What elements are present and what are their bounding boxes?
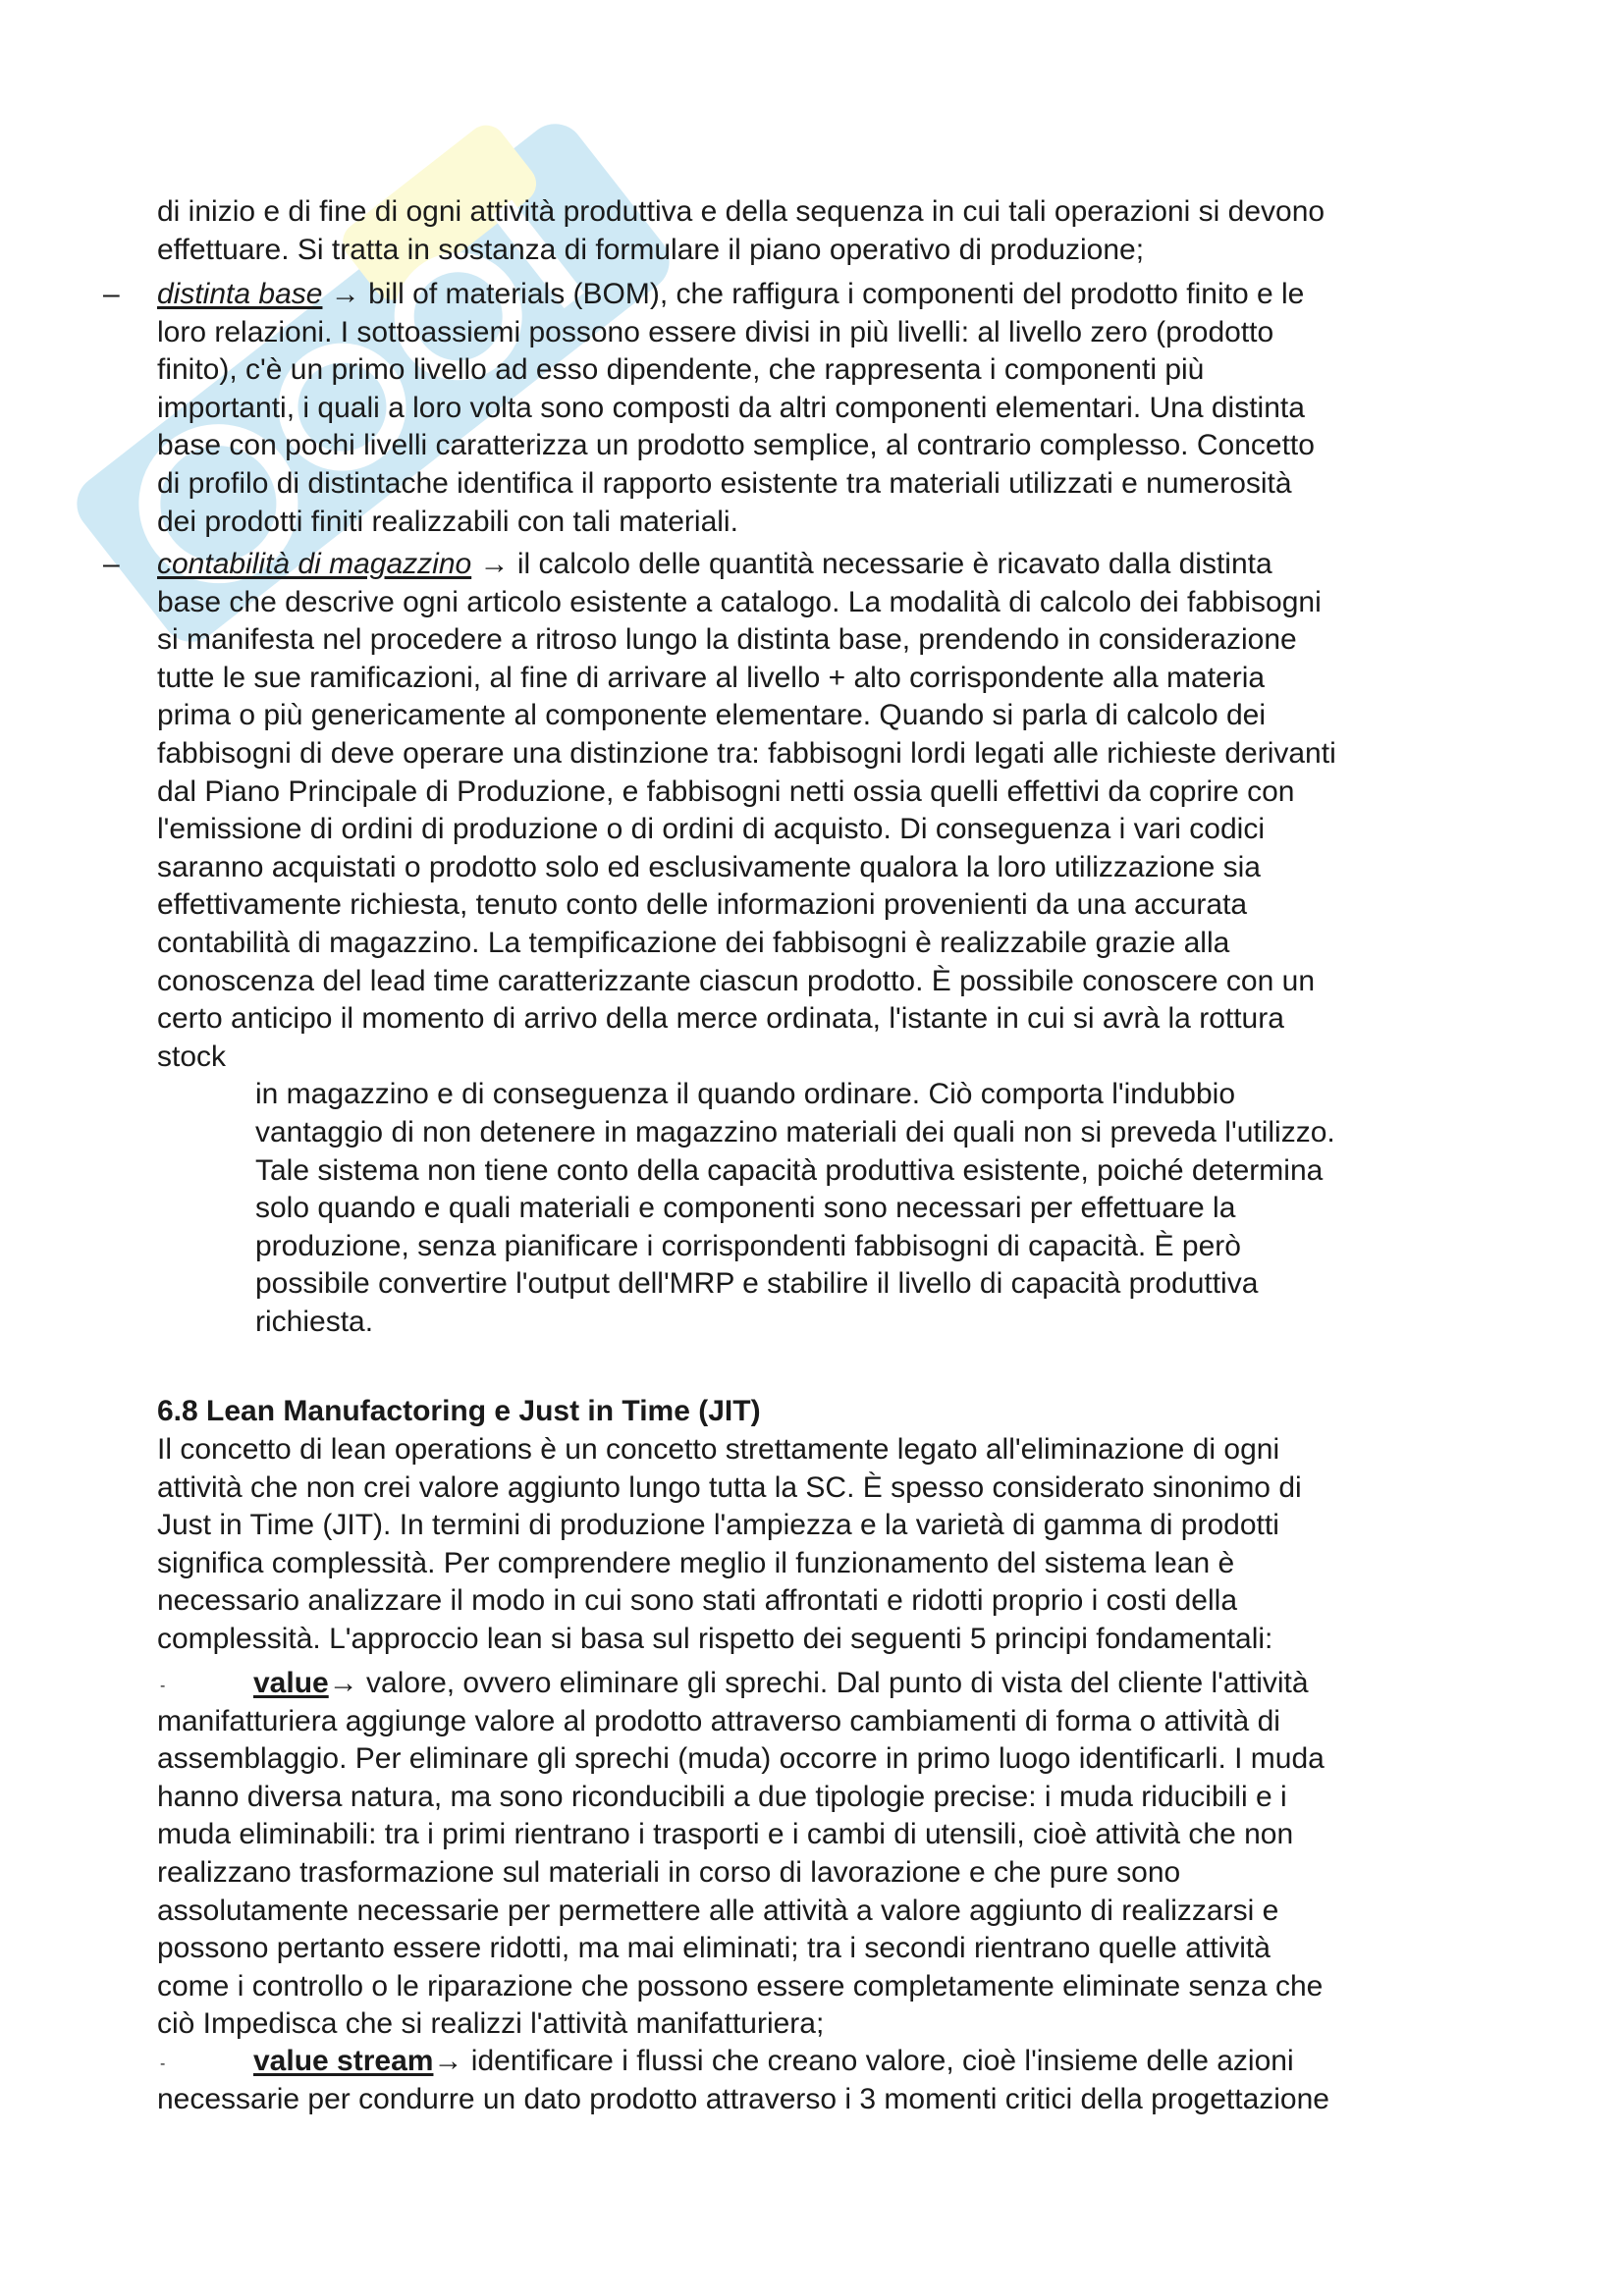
text-line: dal Piano Principale di Produzione, e fabbisogni netti ossia quelli effettivi da coprire con (157, 774, 1295, 808)
text-line: in magazzino e di conseguenza il quando ordinare. Ciò comporta l'indubbio (255, 1078, 1236, 1111)
text-line: significa complessità. Per comprendere meglio il funzionamento del sistema lean è (157, 1546, 1235, 1579)
text-line: solo quando e quali materiali e componenti sono necessari per effettuare la (255, 1192, 1236, 1225)
text-line: richiesta. (255, 1305, 374, 1338)
text-line: necessarie per condurre un dato prodotto attraverso i 3 momenti critici della progettazione (157, 2082, 1329, 2115)
text-line: di inizio e di fine di ogni attività produttiva e della sequenza in cui tali operazioni si devono (157, 195, 1325, 228)
section-heading: 6.8 Lean Manufactoring e Just in Time (JIT) (157, 1395, 761, 1427)
bullet-dash: – (103, 278, 120, 310)
text-fragment: identificare i flussi che creano valore, cioè l'insieme delle azioni (462, 2045, 1294, 2077)
text-line: possibile convertire l'output dell'MRP e stabilire il livello di capacità produttiva (255, 1267, 1259, 1301)
text-line: l'emissione di ordini di produzione o di ordini di acquisto. Di conseguenza i vari codici (157, 813, 1266, 846)
text-line: conoscenza del lead time caratterizzante ciascun prodotto. È possibile conoscere con un (157, 964, 1316, 997)
section-paragraph (157, 1431, 1492, 1659)
text-line: possono pertanto essere ridotti, ma mai eliminati; tra i secondi rientrano quelle attività (157, 1932, 1271, 1965)
value-item (157, 1665, 1492, 2044)
text-line: hanno diversa natura, ma sono riconducibili a due tipologie precise: i muda riducibili e i (157, 1780, 1287, 1813)
text-line: muda eliminabili: tra i primi rientrano i trasporti e i cambi di utensili, cioè attività che non (157, 1818, 1294, 1851)
text-line: stock (157, 1040, 227, 1073)
arrow-icon: → (433, 2045, 463, 2077)
text-fragment: bill of materials (BOM), che raffigura i componenti del prodotto finito e le (359, 278, 1305, 310)
term-contabilita-magazzino: contabilità di magazzino (157, 548, 472, 580)
text-line: di profilo di distintache identifica il rapporto esistente tra materiali utilizzati e numerosità (157, 466, 1292, 500)
text-line: necessario analizzare il modo in cui sono stati affrontati e ridotti proprio i costi della (157, 1584, 1238, 1618)
text-line: certo anticipo il momento di arrivo della merce ordinata, l'istante in cui si avrà la rottura (157, 1002, 1284, 1036)
term-value-stream: value stream (253, 2045, 434, 2077)
bullet-dash: – (103, 548, 120, 580)
text-line: come i controllo o le riparazione che possono essere completamente eliminate senza che (157, 1969, 1324, 2002)
text-line: Tale sistema non tiene conto della capacità produttiva esistente, poiché determina (255, 1153, 1324, 1187)
intro-paragraph (157, 193, 1492, 269)
distinta-first-line (157, 276, 1492, 314)
text-line: contabilità di magazzino. La tempificazione dei fabbisogni è realizzabile grazie alla (157, 926, 1230, 959)
distinta-base-item (157, 276, 1492, 541)
text-line: finito), c'è un primo livello ad esso dipendente, che rappresenta i componenti più (157, 353, 1205, 387)
arrow-icon: → (322, 278, 360, 310)
text-line: Just in Time (JIT). In termini di produzione l'ampiezza e la varietà di gamma di prodotti (157, 1509, 1279, 1542)
value-stream-first-line (157, 2043, 1492, 2081)
contabilita-first-line (157, 546, 1492, 584)
text-line: produzione, senza pianificare i corrispondenti fabbisogni di capacità. È però (255, 1229, 1241, 1262)
text-line: base che descrive ogni articolo esistente a catalogo. La modalità di calcolo dei fabbisogni (157, 585, 1322, 618)
text-line: attività che non crei valore aggiunto lungo tutta la SC. È spesso considerato sinonimo di (157, 1470, 1302, 1504)
text-line: assemblaggio. Per eliminare gli sprechi (muda) occorre in primo luogo identificarli. I muda (157, 1742, 1325, 1776)
contabilita-item (157, 546, 1492, 1341)
text-line: tutte le sue ramificazioni, al fine di arrivare al livello + alto corrispondente alla materia (157, 661, 1266, 694)
text-line: importanti, i quali a loro volta sono composti da altri componenti elementari. Una distinta (157, 391, 1305, 424)
text-line: fabbisogni di deve operare una distinzione tra: fabbisogni lordi legati alle richieste derivanti (157, 736, 1336, 770)
value-stream-item (157, 2043, 1492, 2118)
text-fragment: il calcolo delle quantità necessarie è ricavato dalla distinta (509, 548, 1272, 580)
text-line: realizzano trasformazione sul materiali in corso di lavorazione e che pure sono (157, 1855, 1181, 1889)
text-line: Il concetto di lean operations è un concetto strettamente legato all'eliminazione di ogni (157, 1433, 1280, 1466)
bullet-dash: - (160, 1678, 166, 1694)
arrow-icon: → (328, 1667, 358, 1699)
text-line: loro relazioni. I sottoassiemi possono essere divisi in più livelli: al livello zero (prodotto (157, 315, 1274, 348)
bullet-dash: - (160, 2056, 166, 2072)
text-line: manifatturiera aggiunge valore al prodotto attraverso cambiamenti di forma o attività di (157, 1704, 1280, 1737)
text-line: saranno acquistati o prodotto solo ed esclusivamente qualora la loro utilizzazione sia (157, 850, 1261, 883)
text-fragment: valore, ovvero eliminare gli sprechi. Dal punto di vista del cliente l'attività (357, 1667, 1309, 1699)
text-line: base con pochi livelli caratterizza un prodotto semplice, al contrario complesso. Concetto (157, 429, 1315, 462)
term-value: value (253, 1667, 329, 1699)
text-line: assolutamente necessarie per permettere alle attività a valore aggiunto di realizzarsi e (157, 1894, 1279, 1927)
arrow-icon: → (471, 548, 510, 580)
text-line: ciò Impedisca che si realizzi l'attività manifatturiera; (157, 2007, 825, 2041)
value-first-line (157, 1665, 1492, 1703)
text-line: si manifesta nel procedere a ritroso lungo la distinta base, prendendo in considerazione (157, 623, 1297, 657)
text-line: effettivamente richiesta, tenuto conto delle informazioni provenienti da una accurata (157, 888, 1248, 922)
text-line: complessità. L'approccio lean si basa sul rispetto dei seguenti 5 principi fondamentali: (157, 1622, 1273, 1655)
text-line: effettuare. Si tratta in sostanza di formulare il piano operativo di produzione; (157, 233, 1145, 266)
term-distinta-base: distinta base (157, 278, 323, 310)
text-line: dei prodotti finiti realizzabili con tali materiali. (157, 505, 738, 538)
text-line: prima o più genericamente al componente elementare. Quando si parla di calcolo dei (157, 699, 1266, 732)
text-line: vantaggio di non detenere in magazzino materiali dei quali non si preveda l'utilizzo. (255, 1115, 1335, 1148)
